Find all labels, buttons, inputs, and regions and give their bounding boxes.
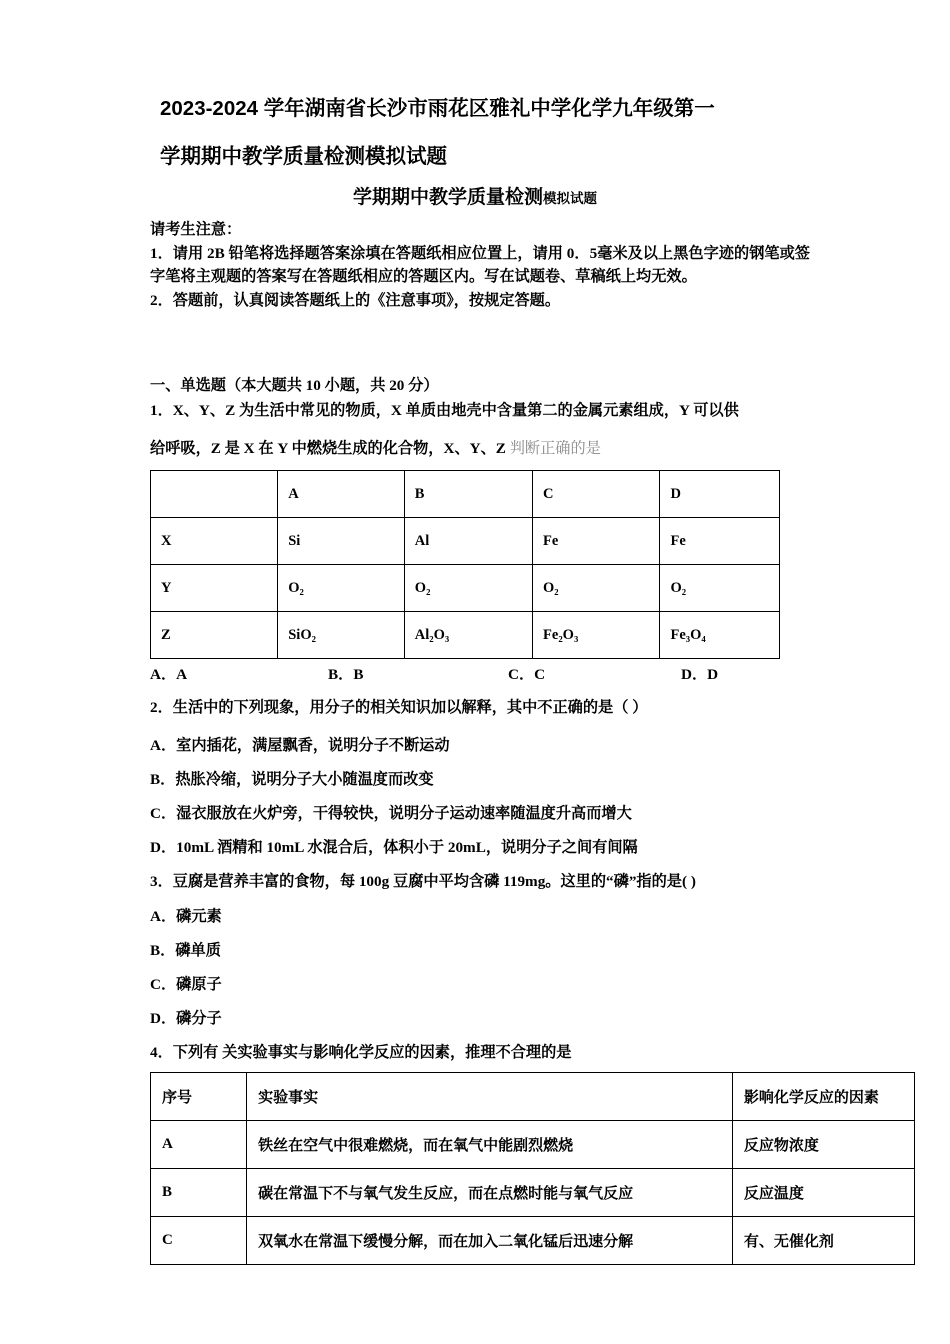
table-row-header xyxy=(151,471,780,518)
question-1-stem-bold: 给呼吸，Z 是 X 在 Y 中燃烧生成的化合物，X、Y、Z xyxy=(150,440,510,457)
question-2-option-b[interactable]: B．热胀冷缩，说明分子大小随温度而改变 xyxy=(150,771,434,788)
table-cell-factor-b: 反应温度 xyxy=(732,1169,914,1217)
question-2-option-d[interactable]: D．10mL 酒精和 10mL 水混合后，体积小于 20mL，说明分子之间有间隔 xyxy=(150,839,638,856)
table-cell-z-c: Fe₂O₃ xyxy=(533,612,660,659)
table-cell-y-c: O₂ xyxy=(533,565,660,612)
table-cell-z-d: Fe₃O₄ xyxy=(660,612,780,659)
notice-item-1: 1．请用 2B 铅笔将选择题答案涂填在答题纸相应位置上，请用 0．5毫米及以上黑色字迹的钢笔或签字笔将主观题的答案写在答题纸相应的答题区内。写在试题卷、草稿纸上均无效。 xyxy=(150,244,810,285)
table-cell-x-d: Fe xyxy=(660,518,780,565)
question-4-experiment-table xyxy=(150,1072,915,1265)
table-cell-fact-a: 铁丝在空气中很难燃烧，而在氧气中能剧烈燃烧 xyxy=(247,1121,733,1169)
table-header-index: 序号 xyxy=(151,1073,247,1121)
table-row-label-a: A xyxy=(151,1121,247,1169)
table-header-option-d: D xyxy=(660,471,780,518)
table-cell-z-b: Al₂O₃ xyxy=(404,612,532,659)
page-subtitle-primary: 学期期中教学质量检测 xyxy=(352,187,543,208)
table-row xyxy=(151,1121,915,1169)
page-title-line-1: 2023-2024 学年湖南省长沙市雨花区雅礼中学化学九年级第一 xyxy=(160,97,715,120)
table-header-experiment-fact: 实验事实 xyxy=(247,1073,733,1121)
table-row xyxy=(151,1169,915,1217)
table-row-label-x: X xyxy=(151,518,278,565)
table-row xyxy=(151,518,780,565)
table-header-reaction-factor: 影响化学反应的因素 xyxy=(732,1073,914,1121)
table-header-option-c: C xyxy=(533,471,660,518)
question-3-stem: 3．豆腐是营养丰富的食物，每 100g 豆腐中平均含磷 119mg。这里的“磷”指的是( ) xyxy=(150,873,696,890)
table-row-label-z: Z xyxy=(151,612,278,659)
question-1-options-row xyxy=(150,663,840,684)
question-2-stem: 2．生活中的下列现象，用分子的相关知识加以解释，其中不正确的是（ ） xyxy=(150,699,648,716)
question-1-option-a[interactable]: A．A xyxy=(150,666,188,683)
question-2-option-a[interactable]: A．室内插花，满屋飘香，说明分子不断运动 xyxy=(150,737,450,754)
question-1-stem-line-1: 1．X、Y、Z 为生活中常见的物质，X 单质由地壳中含量第二的金属元素组成，Y 可以供 xyxy=(150,402,739,419)
page-title-line-2: 学期期中教学质量检测模拟试题 xyxy=(160,145,447,168)
table-cell-corner xyxy=(151,471,278,518)
table-cell-fact-c: 双氧水在常温下缓慢分解，而在加入二氧化锰后迅速分解 xyxy=(247,1217,733,1265)
question-3-option-a[interactable]: A．磷元素 xyxy=(150,908,222,925)
question-1-option-b[interactable]: B．B xyxy=(328,666,364,683)
question-4-stem: 4．下列有 关实验事实与影响化学反应的因素，推理不合理的是 xyxy=(150,1044,572,1061)
question-1-substance-table xyxy=(150,470,780,659)
section-heading-single-choice: 一、单选题（本大题共 10 小题，共 20 分） xyxy=(150,377,439,394)
table-cell-factor-a: 反应物浓度 xyxy=(732,1121,914,1169)
table-row xyxy=(151,565,780,612)
table-row-label-b: B xyxy=(151,1169,247,1217)
table-cell-y-b: O₂ xyxy=(404,565,532,612)
question-3-option-b[interactable]: B．磷单质 xyxy=(150,942,221,959)
question-3-option-c[interactable]: C．磷原子 xyxy=(150,976,222,993)
table-row-label-y: Y xyxy=(151,565,278,612)
notice-heading: 请考生注意： xyxy=(150,221,242,238)
page-subtitle-secondary: 模拟试题 xyxy=(543,191,597,206)
table-header-option-a: A xyxy=(278,471,405,518)
question-2-option-c[interactable]: C．湿衣服放在火炉旁，干得较快，说明分子运动速率随温度升高而增大 xyxy=(150,805,632,822)
question-1-stem-muted: 判断正确的是 xyxy=(509,440,601,457)
table-cell-x-b: Al xyxy=(404,518,532,565)
table-cell-x-a: Si xyxy=(278,518,405,565)
table-header-option-b: B xyxy=(404,471,532,518)
question-1-option-d[interactable]: D．D xyxy=(681,666,719,683)
table-row-label-c: C xyxy=(151,1217,247,1265)
page-subtitle xyxy=(0,182,950,209)
table-cell-fact-b: 碳在常温下不与氧气发生反应，而在点燃时能与氧气反应 xyxy=(247,1169,733,1217)
table-row xyxy=(151,1217,915,1265)
question-1-option-c[interactable]: C．C xyxy=(508,666,546,683)
table-cell-y-a: O₂ xyxy=(278,565,405,612)
table-cell-factor-c: 有、无催化剂 xyxy=(732,1217,914,1265)
table-row xyxy=(151,612,780,659)
table-cell-z-a: SiO₂ xyxy=(278,612,405,659)
question-1-stem-line-2 xyxy=(150,437,850,460)
candidate-notice xyxy=(150,218,810,312)
table-cell-y-d: O₂ xyxy=(660,565,780,612)
question-3-option-d[interactable]: D．磷分子 xyxy=(150,1010,222,1027)
table-cell-x-c: Fe xyxy=(533,518,660,565)
notice-item-2: 2．答题前，认真阅读答题纸上的《注意事项》，按规定答题。 xyxy=(150,291,561,309)
table-row-header xyxy=(151,1073,915,1121)
